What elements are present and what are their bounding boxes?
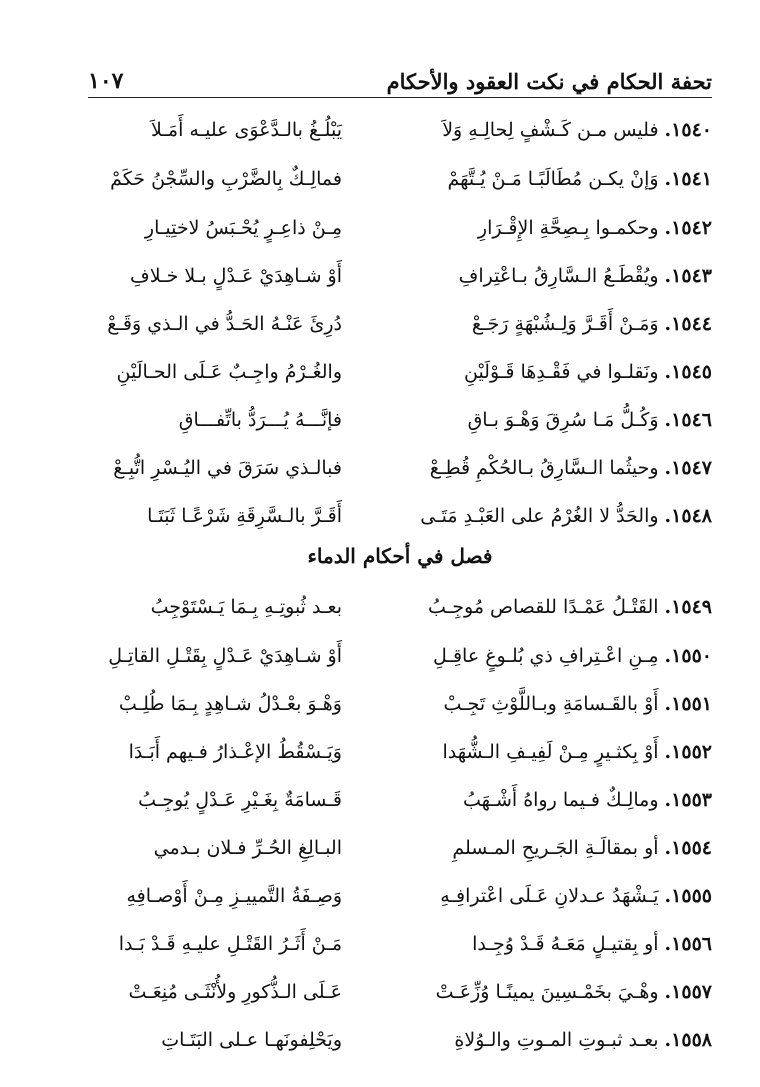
verse-line — [88, 302, 712, 346]
verse-first-text: بعـد ثبـوتِ المـوتِ والـوُلاةِ — [454, 1029, 659, 1051]
verse-first-hemistich — [396, 1029, 712, 1051]
verse-first-hemistich — [396, 313, 712, 335]
verse-first-text: أَوْ بالقَـسامَةِ وبـاللَّوْثِ تَجِـبْ — [443, 693, 659, 715]
verse-first-hemistich — [396, 789, 712, 811]
verse-line — [88, 826, 712, 870]
verse-line — [88, 682, 712, 726]
verse-first-hemistich — [396, 885, 712, 907]
verse-second-hemistich: ويَحْلِفونَهـا عـلى البَتَـاتِ — [161, 1029, 342, 1051]
verse-second-hemistich: مِـنْ ذاعِـرٍ يُحْـبَسُ لاختِيـارِ — [144, 217, 342, 239]
verse-line — [88, 108, 712, 152]
verse-line — [88, 398, 712, 442]
verse-first-text: يَـشْهَدُ عـدلانِ عَـلَى اعْترافِـهِ — [440, 885, 659, 907]
verse-second-hemistich: قَـسامَةٌ بِغَـيْرِ عَـدْلٍ يُوجِـبُ — [138, 789, 342, 811]
verse-first-text: أو بِقتيـلٍ مَعَـهُ قَـدْ وُجِـدا — [472, 933, 659, 955]
verse-first-text: وَإنْ يكـن مُطَالَبًـا مَـنْ يُـتَّهَمْ — [447, 168, 659, 190]
verse-second-hemistich: وَصِـفَةُ التَّمييـزِ مِـنْ أَوْصـافِهِ — [126, 885, 342, 907]
verse-line — [88, 778, 712, 822]
header-rule — [88, 97, 712, 98]
verse-second-hemistich: يَبْلُـغُ بالـدَّعْوَى عليـه أَمَـلاَ — [150, 119, 342, 141]
running-title: تحفة الحكام في نكت العقود والأحكام — [386, 69, 712, 94]
verse-number: ١٥٥٤. — [664, 837, 712, 859]
verse-second-hemistich: مَـنْ أَثَـرُ القَتْـلِ عليـهِ قَـدْ بَـدا — [118, 933, 342, 955]
page-number: ١٠٧ — [88, 68, 124, 94]
verse-second-hemistich: أَقَـرَّ بالـسَّرِقَةِ شَرْعًـا ثَبَتَـا — [147, 505, 342, 527]
verse-line — [88, 730, 712, 774]
verse-first-text: وَمَـنْ أَقَـرَّ وَلِـشُبْهَةٍ رَجَـعْ — [471, 313, 659, 335]
verse-number: ١٥٥٢. — [664, 741, 712, 763]
verse-number: ١٥٥٥. — [664, 885, 712, 907]
verse-line — [88, 157, 712, 201]
verse-second-hemistich: أَوْ شـاهِدَيْ عَـدْلٍ بـلا خـلافِ — [130, 265, 342, 287]
verse-first-text: القَتْـلُ عَمْـدًا للقصاص مُوجِـبُ — [428, 596, 659, 618]
verse-number: ١٥٤٤. — [664, 313, 712, 335]
verse-line — [88, 634, 712, 678]
verse-line — [88, 874, 712, 918]
verse-first-text: وحيثُما الـسَّارِقُ بـالحُكْمِ قُطِـعْ — [429, 457, 659, 479]
verse-number: ١٥٤٩. — [664, 596, 712, 618]
verse-number: ١٥٥٦. — [664, 933, 712, 955]
verse-number: ١٥٤٥. — [664, 361, 712, 383]
verse-line — [88, 206, 712, 250]
verse-second-hemistich: عَـلَى الـذُّكورِ ولأُنْثَـى مُنِعَـتْ — [128, 981, 342, 1003]
verse-number: ١٥٥٣. — [664, 789, 712, 811]
verse-first-text: مِـنِ اعْـتِرافِ ذي بُلـوغٍ عاقِـلِ — [433, 645, 659, 667]
verse-line — [88, 254, 712, 298]
verse-number: ١٥٤١. — [664, 168, 712, 190]
verse-first-hemistich — [396, 457, 712, 479]
verse-first-text: أو بمقالَـةِ الجَـريحِ المـسلمِ — [452, 837, 659, 859]
verse-first-hemistich — [396, 119, 712, 141]
verse-second-hemistich: وَيَـسْقُطُ الإعْـذارُ فـيهم أَبَـدَا — [128, 741, 342, 763]
verse-second-hemistich: أَوْ شـاهِدَيْ عَـدْلٍ بِقَتْـلِ القاتِـلِ — [108, 645, 342, 667]
verse-first-text: وحكمـوا بِـصِحَّةِ الإِقْـرَارِ — [477, 217, 659, 239]
verse-number: ١٥٥٧. — [664, 981, 712, 1003]
verse-line — [88, 1018, 712, 1062]
verse-second-hemistich: دُرِئَ عَنْـهُ الحَـدُّ في الـذي وَقَـعْ — [107, 313, 342, 335]
verse-first-hemistich — [396, 933, 712, 955]
verse-second-hemistich: والغُـرْمُ واجِـبٌ عَـلَى الحـالَيْنِ — [116, 361, 342, 383]
verse-line — [88, 970, 712, 1014]
verse-line — [88, 494, 712, 538]
verse-line — [88, 922, 712, 966]
verse-first-hemistich — [396, 981, 712, 1003]
verse-second-hemistich: وَهْـوَ بعْـدْلُ شـاهِدٍ بِـمَا طُلِـبْ — [118, 693, 342, 715]
verse-first-hemistich — [396, 168, 712, 190]
verse-first-text: أَوْ بِكثـيرٍ مِـنْ لَفِيـفِ الـشُّهَدا — [442, 741, 659, 763]
verse-first-text: والحَدُّ لا الغُرْمُ على العَبْـدِ مَتَـى — [420, 505, 659, 527]
verse-first-text: ومالِـكٌ فـيما رواهُ أَشْـهَبُ — [462, 789, 659, 811]
verse-first-hemistich — [396, 645, 712, 667]
verse-first-hemistich — [396, 265, 712, 287]
verse-first-hemistich — [396, 361, 712, 383]
verse-first-text: ويُقْطَـعُ الـسَّارِقُ بـاعْتِرافِ — [458, 265, 659, 287]
page-header — [88, 58, 712, 94]
verse-line — [88, 350, 712, 394]
verse-second-hemistich: فإنَّـــهُ يُـــرَدُّ باتِّفـــاقِ — [178, 409, 342, 431]
verse-first-text: ونَقلـوا في فَقْـدِهَا قَـوْلَيْنِ — [463, 361, 659, 383]
verse-first-hemistich — [396, 409, 712, 431]
verse-number: ١٥٤٨. — [664, 505, 712, 527]
verse-second-hemistich: بعـد ثُبوتِـهِ بِـمَا يَـسْتَوْجِبُ — [150, 596, 342, 618]
verse-line — [88, 585, 712, 629]
verse-number: ١٥٥٨. — [664, 1029, 712, 1051]
verse-number: ١٥٤٧. — [664, 457, 712, 479]
verse-first-text: فليس مـن كَـشْفٍ لِحالِـهِ وَلاَ — [442, 119, 659, 141]
verse-number: ١٥٤٣. — [664, 265, 712, 287]
verse-first-hemistich — [396, 596, 712, 618]
verse-first-hemistich — [396, 693, 712, 715]
verse-second-hemistich: البـالِغِ الحُـرِّ فـلان بـدمي — [153, 837, 342, 859]
verse-second-hemistich: فبالـذي سَرَقَ في اليُـسْرِ اتُّبِـعْ — [113, 457, 342, 479]
verse-number: ١٥٤٢. — [664, 217, 712, 239]
verse-number: ١٥٤٠. — [664, 119, 712, 141]
verse-number: ١٥٥٠. — [664, 645, 712, 667]
verse-second-hemistich: فمالِـكٌ بِالضَّرْبِ والسِّجْنُ حَكَمْ — [110, 168, 342, 190]
verse-first-hemistich — [396, 837, 712, 859]
verse-first-hemistich — [396, 505, 712, 527]
verse-number: ١٥٤٦. — [664, 409, 712, 431]
verse-line — [88, 446, 712, 490]
verse-first-text: وَكُـلُّ مَـا سُرِقَ وَهْـوَ بـاقِ — [467, 409, 659, 431]
verse-first-hemistich — [396, 217, 712, 239]
section-heading: فصل في أحكام الدماء — [307, 544, 493, 568]
verse-first-hemistich — [396, 741, 712, 763]
verse-first-text: وهْـيَ بخَمْـسِينَ يمينًـا وُزِّعَـتْ — [435, 981, 659, 1003]
verse-number: ١٥٥١. — [664, 693, 712, 715]
